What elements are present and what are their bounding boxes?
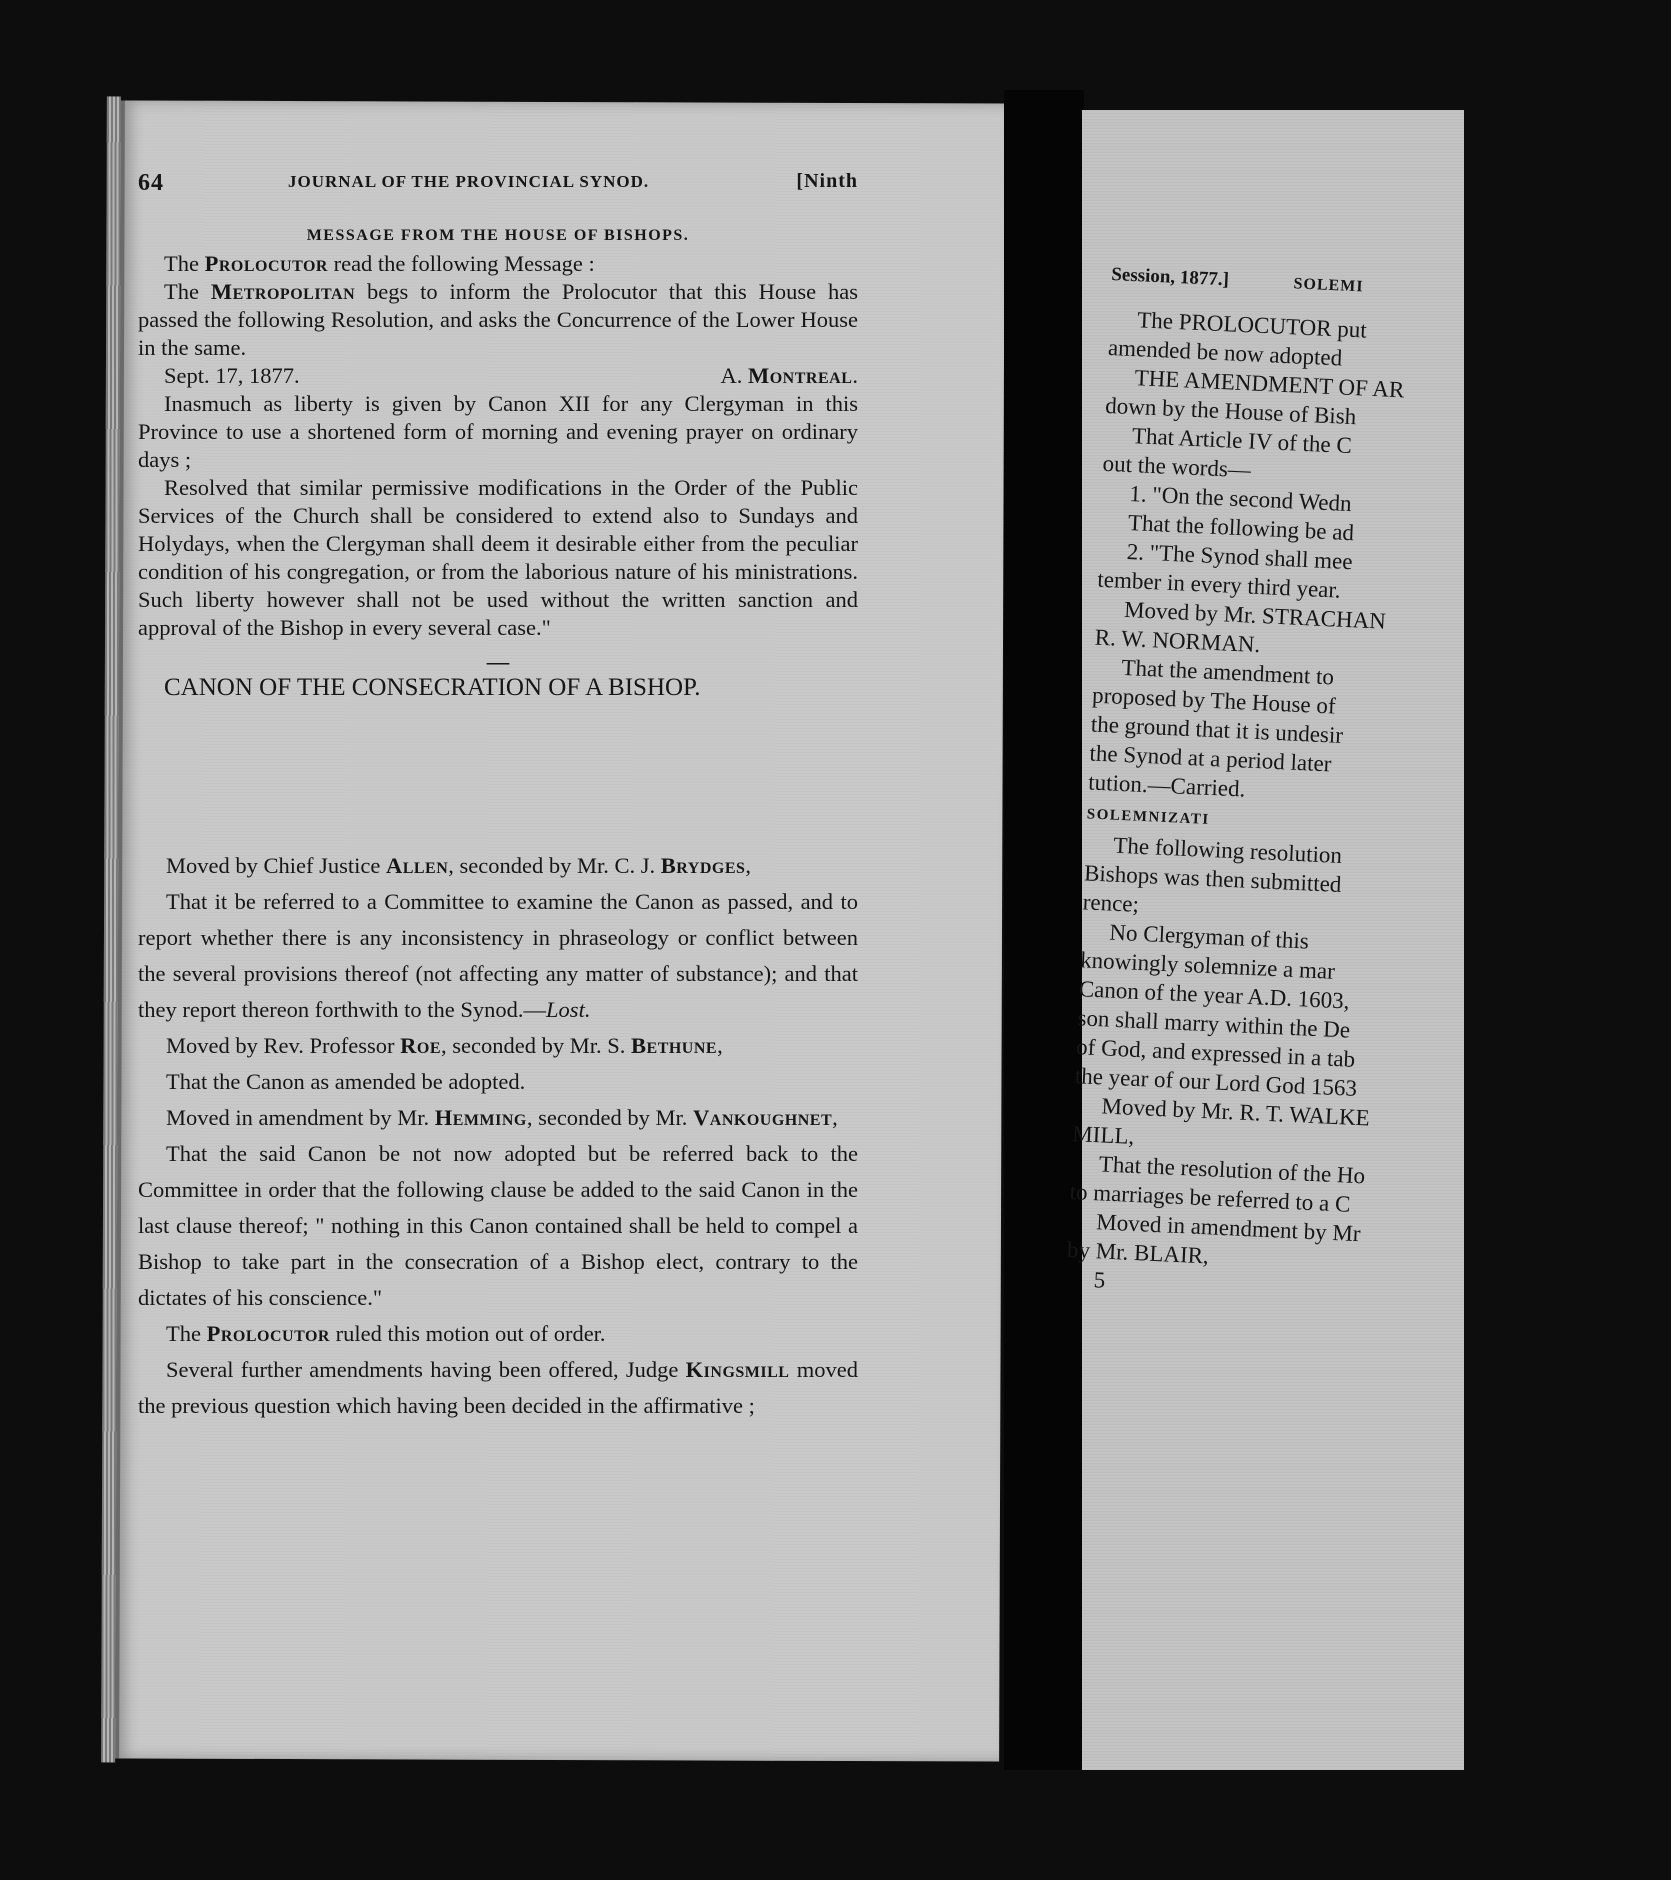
right-text-line: tember in every third year. [1096,566,1342,603]
right-text-line: The following resolution [1112,832,1343,869]
right-text-line: THE AMENDMENT OF AR [1134,365,1405,403]
right-page-text [1065,260,1671,1318]
paragraph: That the said Canon be not now adopted but be referred back to the Committee in order that the following clause be added to the said Canon in the last clause thereof; " nothing in this Canon contained shall be held to compel a Bishop to take part in the consecration of a Bishop elect, contrary to the dictates of his conscience." [138,1141,858,1310]
right-text-line: That the following be ad [1127,510,1355,546]
paragraph: Moved in amendment by Mr. Hemming, seconded by Mr. Vankoughnet, [166,1105,838,1130]
right-session-label: Session, 1877.] [1110,263,1230,291]
paragraph: The Prolocutor ruled this motion out of order. [166,1321,606,1346]
right-lines [1065,304,1669,1318]
right-text-line: Moved by Mr. R. T. WALKE [1101,1093,1371,1131]
session-label: [Ninth [796,170,858,192]
right-text-line: amended be now adopted [1107,334,1343,371]
right-text-line: 5 [1093,1267,1106,1293]
right-text-line: the Synod at a period later [1089,740,1332,777]
right-text-line: son shall marry within the De [1077,1005,1351,1043]
right-text-line: Moved in amendment by Mr [1095,1209,1362,1247]
right-text-line: The PROLOCUTOR put [1136,307,1368,343]
message-section [138,222,858,702]
right-text-line: That Article IV of the C [1131,423,1353,459]
message-heading: MESSAGE FROM THE HOUSE OF BISHOPS. [306,227,690,244]
paragraph: Moved by Chief Justice Allen, seconded by Mr. C. J. Brydges, [166,853,752,878]
right-text-line: R. W. NORMAN. [1094,624,1261,658]
paragraph: The Metropolitan begs to inform the Prolocutor that this House has passed the following Resolution, and asks the Concurrence of the Lower House in the same. [138,279,858,360]
right-text-line: Bishops was then submitted [1083,860,1342,898]
book-gutter [1004,90,1084,1770]
right-text-line: MILL, [1071,1121,1135,1149]
right-text-line: That the amendment to [1120,654,1335,690]
right-text-line: SOLEMNIZATI [1086,806,1210,828]
section-divider: — [486,649,510,674]
paragraph: That it be referred to a Committee to examine the Canon as passed, and to report whether there is any inconsistency in phraseology or conflict between the several provisions thereof (not affecting any matter of substance); and that they report thereon forthwith to the Synod.—Lost. [138,889,858,1022]
right-text-line: Canon of the year A.D. 1603, [1078,976,1351,1014]
right-text-line: rence; [1082,889,1140,917]
canon-section [138,848,858,1424]
page-edge [101,96,121,1762]
right-text-line: 1. "On the second Wedn [1128,481,1353,517]
right-text-line: the ground that it is undesir [1090,711,1344,748]
page-number: 64 [138,170,164,196]
paragraph: Inasmuch as liberty is given by Canon XII for any Clergyman in this Province to use a shortened form of morning and evening prayer on ordinary days ; [138,391,858,472]
right-text-line: of God, and expressed in a tab [1075,1034,1356,1072]
message-signature: A. Montreal. [720,363,858,388]
paragraph: The Prolocutor read the following Message : [164,251,595,276]
section-heading: CANON OF THE CONSECRATION OF A BISHOP. [164,674,701,701]
right-text-line: proposed by The House of [1091,682,1337,719]
paragraph: Several further amendments having been offered, Judge Kingsmill moved the previous question which having been decided in the affirmative ; [138,1357,858,1418]
right-text-line: Moved by Mr. STRACHAN [1123,596,1387,634]
right-text-line: down by the House of Bish [1104,392,1357,430]
paragraph: That the Canon as amended be adopted. [166,1069,526,1094]
right-text-line: to marriages be referred to a C [1069,1179,1351,1217]
right-text-line: That the resolution of the Ho [1098,1151,1366,1189]
right-text-line: 2. "The Synod shall mee [1126,538,1354,575]
dateline [138,362,858,390]
right-text-line: out the words— [1102,450,1252,483]
right-running-title: SOLEMI [1293,275,1364,296]
right-text-line: knowingly solemnize a mar [1079,947,1336,984]
right-text-line: the year of our Lord God 1563 [1074,1063,1358,1101]
running-title: JOURNAL OF THE PROVINCIAL SYNOD. [288,172,650,191]
right-text-line: by Mr. BLAIR, [1066,1236,1210,1269]
right-page [1066,110,1464,1770]
paragraph: Moved by Rev. Professor Roe, seconded by Mr. S. Bethune, [166,1033,723,1058]
message-date: Sept. 17, 1877. [164,363,300,388]
right-text-line: tution.—Carried. [1087,769,1246,802]
right-text-line: No Clergyman of this [1108,919,1310,954]
paragraph: Resolved that similar permissive modifications in the Order of the Public Services of the Church shall be considered to extend also to Sundays and Holydays, when the Clergyman shall deem it desirable either from the peculiar condition of his congregation, or from the laborious nature of his ministrations. Such liberty however shall not be used without the written sanction and approval of the Bishop in every several case." [138,475,858,640]
